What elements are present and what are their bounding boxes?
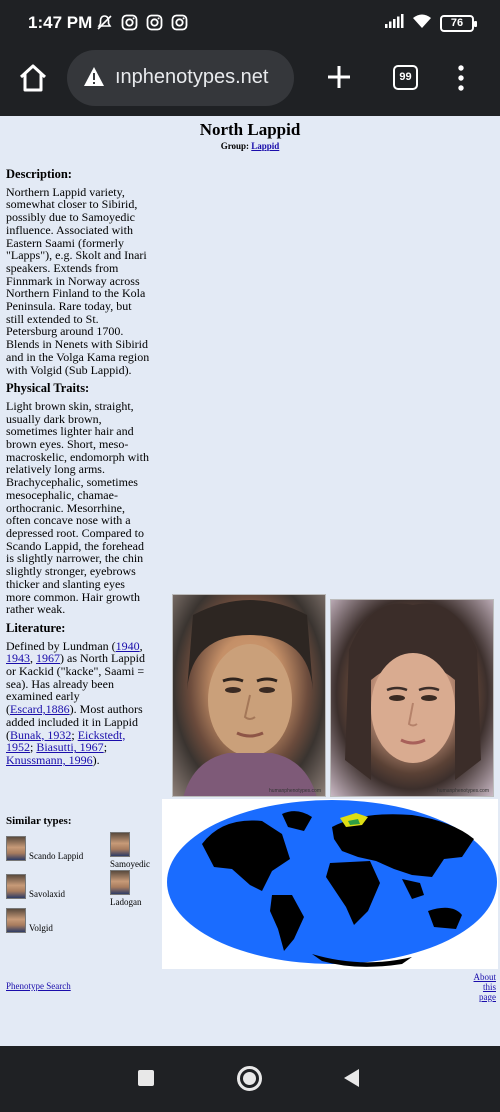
address-bar[interactable] xyxy=(67,50,294,106)
lit-separator: ; xyxy=(71,727,78,742)
battery-icon: 76 xyxy=(440,15,474,32)
lit-text: ). Most authors added included it in Lappid ( xyxy=(6,702,143,742)
lit-link-bunak[interactable]: Bunak, 1932 xyxy=(10,727,72,742)
lit-link-escard[interactable]: Escard,1886 xyxy=(10,702,70,717)
status-time: 1:47 PM xyxy=(28,13,93,32)
similar-item-label[interactable]: Ladogan xyxy=(110,897,142,907)
phenotype-thumbnail[interactable] xyxy=(6,874,26,899)
similar-item[interactable] xyxy=(110,832,150,869)
back-button[interactable] xyxy=(344,1069,359,1087)
url-text[interactable]: ınphenotypes.net xyxy=(115,66,269,88)
home-icon[interactable] xyxy=(16,61,50,95)
lit-link-knussmann[interactable]: Knussmann, 1996 xyxy=(6,752,93,767)
new-tab-icon[interactable] xyxy=(326,64,352,90)
similar-item-label[interactable]: Volgid xyxy=(29,923,53,933)
lit-text: Defined by Lundman ( xyxy=(6,638,116,653)
lit-separator: , xyxy=(30,651,36,666)
similar-item[interactable] xyxy=(6,908,53,933)
similar-item[interactable] xyxy=(6,836,83,861)
lit-separator: , xyxy=(139,638,143,653)
phenotype-thumbnail[interactable] xyxy=(6,836,26,861)
system-nav-bar xyxy=(0,1046,500,1112)
group-line xyxy=(0,141,500,151)
notification-icons xyxy=(96,14,188,31)
more-menu-icon[interactable] xyxy=(454,65,468,91)
literature-heading: Literature: xyxy=(6,620,66,635)
page-title: North Lappid xyxy=(199,120,301,139)
lit-separator: ; xyxy=(30,740,37,755)
photo-caption: humanphenotypes.com xyxy=(437,788,489,794)
recents-button[interactable] xyxy=(138,1070,154,1086)
photo-caption: humanphenotypes.com xyxy=(269,788,321,794)
phenotype-thumbnail[interactable] xyxy=(6,908,26,933)
female-phenotype-photo[interactable] xyxy=(330,599,494,797)
distribution-map xyxy=(162,799,498,969)
status-bar xyxy=(0,0,500,46)
similar-item[interactable] xyxy=(6,874,65,899)
lit-separator: ; xyxy=(103,740,108,755)
group-link[interactable]: Lappid xyxy=(251,141,280,151)
physical-text: Light brown skin, straight, usually dark brown, sometimes lighter hair and brown eyes. Short, meso-macroskelic, endomorph with relatively long arms. Brachycephalic, sometimes mesocephalic, chamae-orthocranic. Mesorrhine, often concave nose with a depressed root. Compared to Scando Lappid, the forehead is slightly narrower, the chin slightly stronger, eyebrows thicker and slanting eyes more common. Hair growth rather weak. xyxy=(6,398,149,617)
lit-link-eickstedt[interactable]: Eickstedt, 1952 xyxy=(6,727,126,755)
about-page-link[interactable]: About this page xyxy=(473,972,496,1002)
lit-link-1943[interactable]: 1943 xyxy=(6,651,30,666)
lit-link-1940[interactable]: 1940 xyxy=(115,638,140,653)
group-label: Group: xyxy=(220,141,250,151)
male-phenotype-photo[interactable] xyxy=(172,594,326,797)
description-heading: Description: xyxy=(6,167,72,181)
system-icons xyxy=(384,13,474,34)
phenotype-search-link[interactable]: Phenotype Search xyxy=(6,981,71,991)
browser-toolbar xyxy=(0,46,500,116)
tab-switcher-button[interactable]: 99 xyxy=(393,65,418,90)
literature-text xyxy=(6,640,152,767)
instagram-icon xyxy=(121,14,138,31)
instagram-icon xyxy=(171,14,188,31)
lit-link-1967[interactable]: 1967 xyxy=(36,651,60,666)
similar-item-label[interactable]: Savolaxid xyxy=(29,889,65,899)
mute-icon xyxy=(96,14,113,31)
similar-item-label[interactable]: Scando Lappid xyxy=(29,851,84,861)
lit-text: ) as North Lappid or Kackid ("kacke", Saami = sea). Has already been examined early ( xyxy=(6,651,145,717)
similar-item[interactable] xyxy=(110,870,142,907)
description-text: Northern Lappid variety, somewhat closer to Sibirid, possibly due to Samoyedic influence. Associated with Eastern Saami (formerly "Lapps"), e.g. Skolt and Inari speakers. Extends from Finnmark in Norway across Northern Finland to the Kola Peninsula. Rare today, but still extended to St. Petersburg around 1700. Blends in Nenets with Sibirid and in the Volga Kama region with Volgid (Sub Lappid). xyxy=(6,184,150,377)
similar-item-label[interactable]: Samoyedic xyxy=(110,859,150,869)
home-button[interactable] xyxy=(237,1066,262,1091)
instagram-icon xyxy=(146,14,163,31)
similar-types-heading: Similar types: xyxy=(6,815,72,827)
lit-link-biasutti[interactable]: Biasutti, 1967 xyxy=(36,740,104,755)
lit-text: ). xyxy=(92,752,100,767)
web-page xyxy=(0,116,500,1046)
phenotype-thumbnail[interactable] xyxy=(110,832,130,857)
left-column xyxy=(6,168,152,773)
signal-icon xyxy=(384,13,404,34)
warning-icon[interactable] xyxy=(83,66,105,88)
phenotype-thumbnail[interactable] xyxy=(110,870,130,895)
physical-heading: Physical Traits: xyxy=(6,381,90,396)
wifi-icon xyxy=(412,13,432,34)
